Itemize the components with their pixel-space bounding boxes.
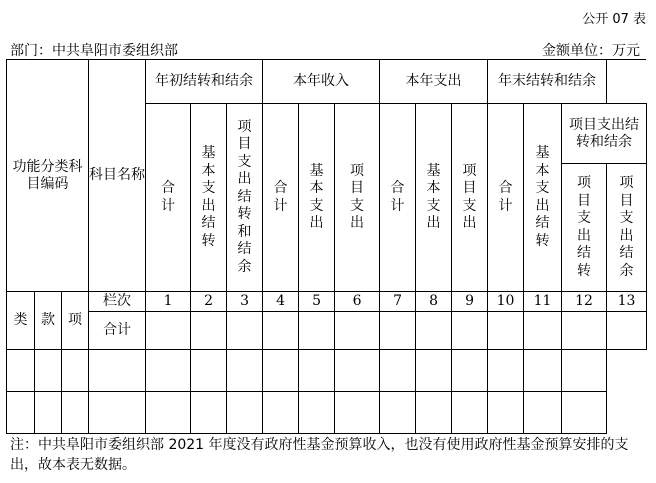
column-number: 5 xyxy=(299,292,335,312)
column-number: 7 xyxy=(380,292,416,312)
table-cell xyxy=(299,350,335,392)
table-cell xyxy=(416,312,452,350)
table-cell xyxy=(335,312,380,350)
table-cell xyxy=(488,350,524,392)
table-cell xyxy=(62,350,89,392)
end-project-carry-header: 项目支出结转 xyxy=(562,164,607,292)
table-cell xyxy=(227,350,263,392)
end-project-surplus-header: 项目支出结余 xyxy=(607,164,647,292)
code-lei-header: 类 xyxy=(7,292,35,350)
table-cell xyxy=(335,392,380,434)
begin-project-carry-header: 项目支出结转和结余 xyxy=(227,104,263,292)
expense-project-header: 项目支出 xyxy=(452,104,488,292)
total-row-label: 合计 xyxy=(89,312,146,350)
table-cell xyxy=(524,392,562,434)
table-cell xyxy=(227,392,263,434)
column-number: 9 xyxy=(452,292,488,312)
table-cell xyxy=(299,392,335,434)
table-cell xyxy=(562,312,607,350)
table-cell xyxy=(452,392,488,434)
table-note: 注：中共阜阳市委组织部 2021 年度没有政府性基金预算收入，也没有使用政府性基金预算安排的支出，故本表无数据。 xyxy=(10,437,629,473)
table-cell xyxy=(299,312,335,350)
table-cell xyxy=(263,392,299,434)
table-cell xyxy=(524,312,562,350)
table-cell xyxy=(416,392,452,434)
expense-total-header: 合计 xyxy=(380,104,416,292)
table-cell xyxy=(7,350,35,392)
table-cell xyxy=(452,350,488,392)
end-total-header: 合计 xyxy=(488,104,524,292)
amount-unit-label: 金额单位：万元 xyxy=(542,43,640,59)
column-number: 13 xyxy=(607,292,647,312)
begin-balance-group: 年初结转和结余 xyxy=(146,60,263,104)
table-cell xyxy=(35,350,62,392)
annual-expense-group: 本年支出 xyxy=(380,60,488,104)
table-cell xyxy=(416,350,452,392)
end-balance-group: 年末结转和结余 xyxy=(488,60,607,104)
government-fund-budget-table xyxy=(6,59,647,434)
table-cell xyxy=(380,312,416,350)
column-number: 3 xyxy=(227,292,263,312)
table-cell xyxy=(335,350,380,392)
column-number: 11 xyxy=(524,292,562,312)
column-number: 4 xyxy=(263,292,299,312)
code-xiang-header: 项 xyxy=(62,292,89,350)
column-number: 2 xyxy=(191,292,227,312)
column-number: 10 xyxy=(488,292,524,312)
income-project-header: 项目支出 xyxy=(335,104,380,292)
table-cell xyxy=(146,312,191,350)
column-number: 6 xyxy=(335,292,380,312)
begin-total-header: 合计 xyxy=(146,104,191,292)
table-code: 公开 07 表 xyxy=(582,12,646,27)
table-cell xyxy=(191,312,227,350)
table-cell xyxy=(562,350,607,392)
income-total-header: 合计 xyxy=(263,104,299,292)
table-cell xyxy=(488,392,524,434)
begin-basic-carry-header: 基本支出结转 xyxy=(191,104,227,292)
department-label: 部门：中共阜阳市委组织部 xyxy=(10,43,178,59)
table-header-bar xyxy=(6,39,646,60)
table-cell xyxy=(35,392,62,434)
table-cell xyxy=(263,312,299,350)
table-cell xyxy=(380,350,416,392)
table-cell xyxy=(191,350,227,392)
column-number: 8 xyxy=(416,292,452,312)
table-cell xyxy=(488,312,524,350)
table-cell xyxy=(146,350,191,392)
table-cell xyxy=(562,392,607,434)
table-cell xyxy=(7,392,35,434)
function-code-header: 功能分类科目编码 xyxy=(7,60,89,292)
end-basic-carry-header: 基本支出结转 xyxy=(524,104,562,292)
table-cell xyxy=(89,392,146,434)
table-cell xyxy=(227,312,263,350)
income-basic-header: 基本支出 xyxy=(299,104,335,292)
table-cell xyxy=(146,392,191,434)
table-cell xyxy=(191,392,227,434)
table-cell xyxy=(524,350,562,392)
annual-income-group: 本年收入 xyxy=(263,60,380,104)
column-no-label: 栏次 xyxy=(89,292,146,312)
subject-name-header: 科目名称 xyxy=(89,60,146,292)
table-cell xyxy=(62,392,89,434)
table-cell xyxy=(263,350,299,392)
expense-basic-header: 基本支出 xyxy=(416,104,452,292)
column-number: 12 xyxy=(562,292,607,312)
end-project-carry-group: 项目支出结转和结余 xyxy=(562,104,647,164)
column-number: 1 xyxy=(146,292,191,312)
table-cell xyxy=(89,350,146,392)
table-cell xyxy=(452,312,488,350)
table-cell xyxy=(380,392,416,434)
code-kuan-header: 款 xyxy=(35,292,62,350)
table-cell xyxy=(607,312,647,350)
